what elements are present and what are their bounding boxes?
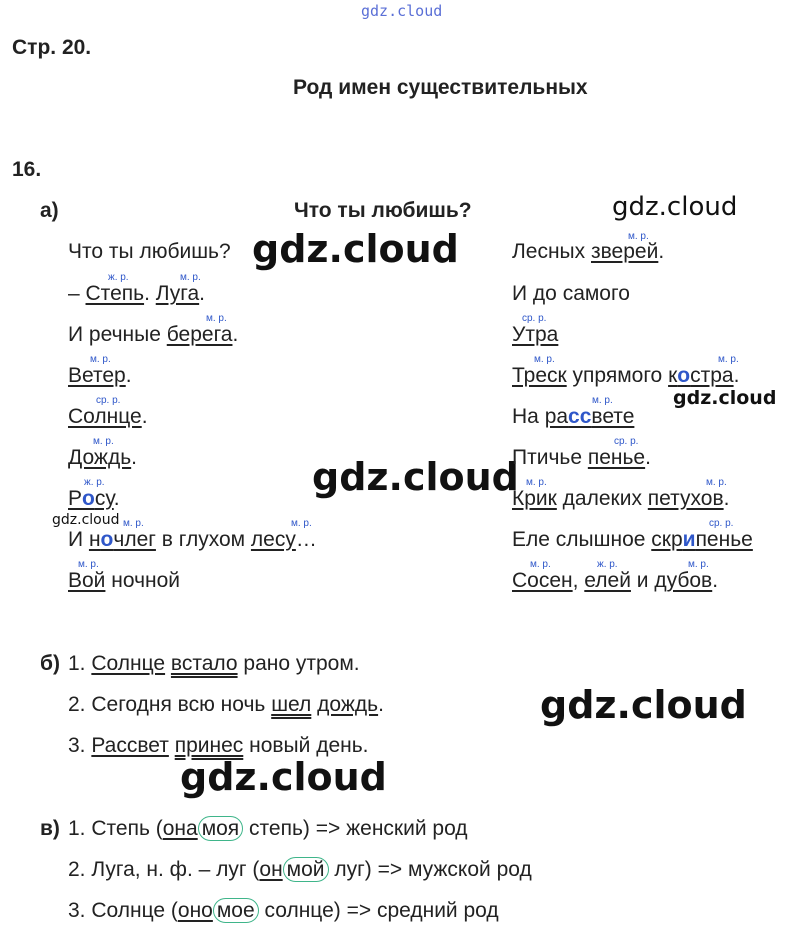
- gender-mark: м. р.: [291, 518, 312, 529]
- poem-line: И речные берега.: [68, 323, 239, 346]
- poem-line: Сосен, елей и дубов.: [512, 569, 719, 592]
- poem-line: На рассвете: [512, 405, 635, 428]
- gender-mark: ж. р.: [597, 559, 618, 570]
- part-b-label: б): [40, 652, 60, 675]
- gender-mark: м. р.: [534, 354, 555, 365]
- poem-line: Утра: [512, 323, 559, 346]
- poem-line: Дождь.: [68, 446, 137, 469]
- gender-mark: м. р.: [718, 354, 739, 365]
- gender-mark: м. р.: [592, 395, 613, 406]
- gender-mark: м. р.: [180, 272, 201, 283]
- sentence: 3. Рассвет принес новый день.: [68, 734, 369, 757]
- page-label: Стр. 20.: [12, 36, 92, 59]
- gender-mark: ж. р.: [84, 477, 105, 488]
- gender-mark: м. р.: [206, 313, 227, 324]
- sentence: 2. Луга, н. ф. – луг (он мой луг) => мужской род: [68, 858, 532, 881]
- sentence: 1. Степь (она моя степь) => женский род: [68, 817, 468, 840]
- gender-mark: ср. р.: [709, 518, 734, 529]
- poem-line: Крик далеких петухов.: [512, 487, 730, 510]
- watermark: gdz.cloud: [312, 455, 519, 499]
- poem-line: И до самого: [512, 282, 630, 305]
- watermark: gdz.cloud: [361, 2, 443, 20]
- watermark: gdz.cloud: [180, 755, 387, 799]
- watermark: gdz.cloud: [52, 512, 120, 528]
- gender-mark: ср. р.: [96, 395, 121, 406]
- gender-mark: м. р.: [526, 477, 547, 488]
- sentence: 2. Сегодня всю ночь шел дождь.: [68, 693, 384, 716]
- gender-mark: м. р.: [530, 559, 551, 570]
- gender-mark: м. р.: [688, 559, 709, 570]
- watermark: gdz.cloud: [612, 192, 738, 222]
- watermark: gdz.cloud: [540, 683, 747, 727]
- gender-mark: ж. р.: [108, 272, 129, 283]
- gender-mark: ср. р.: [614, 436, 639, 447]
- gender-mark: ср. р.: [522, 313, 547, 324]
- poem-line: – Степь. Луга.: [68, 282, 205, 305]
- topic-title: Род имен существительных: [293, 76, 588, 99]
- poem-line: Ветер.: [68, 364, 132, 387]
- watermark: gdz.cloud: [252, 227, 459, 271]
- gender-mark: м. р.: [706, 477, 727, 488]
- gender-mark: м. р.: [123, 518, 144, 529]
- poem-title: Что ты любишь?: [294, 199, 472, 222]
- poem-line: Птичье пенье.: [512, 446, 651, 469]
- poem-line: Что ты любишь?: [68, 240, 231, 263]
- poem-line: Солнце.: [68, 405, 148, 428]
- poem-line: Росу.: [68, 487, 120, 510]
- poem-line: Лесных зверей.: [512, 240, 665, 263]
- watermark: gdz.cloud: [673, 387, 777, 409]
- sentence: 3. Солнце (оно мое солнце) => средний род: [68, 899, 499, 922]
- poem-line: И ночлег в глухом лесу…: [68, 528, 317, 551]
- poem-line: Еле слышное скрипенье: [512, 528, 753, 551]
- sentence: 1. Солнце встало рано утром.: [68, 652, 360, 675]
- poem-line: Вой ночной: [68, 569, 181, 592]
- gender-mark: м. р.: [628, 231, 649, 242]
- gender-mark: м. р.: [93, 436, 114, 447]
- part-a-label: а): [40, 199, 59, 222]
- gender-mark: м. р.: [78, 559, 99, 570]
- poem-line: Треск упрямого костра.: [512, 364, 740, 387]
- part-c-label: в): [40, 817, 60, 840]
- exercise-number: 16.: [12, 158, 42, 181]
- gender-mark: м. р.: [90, 354, 111, 365]
